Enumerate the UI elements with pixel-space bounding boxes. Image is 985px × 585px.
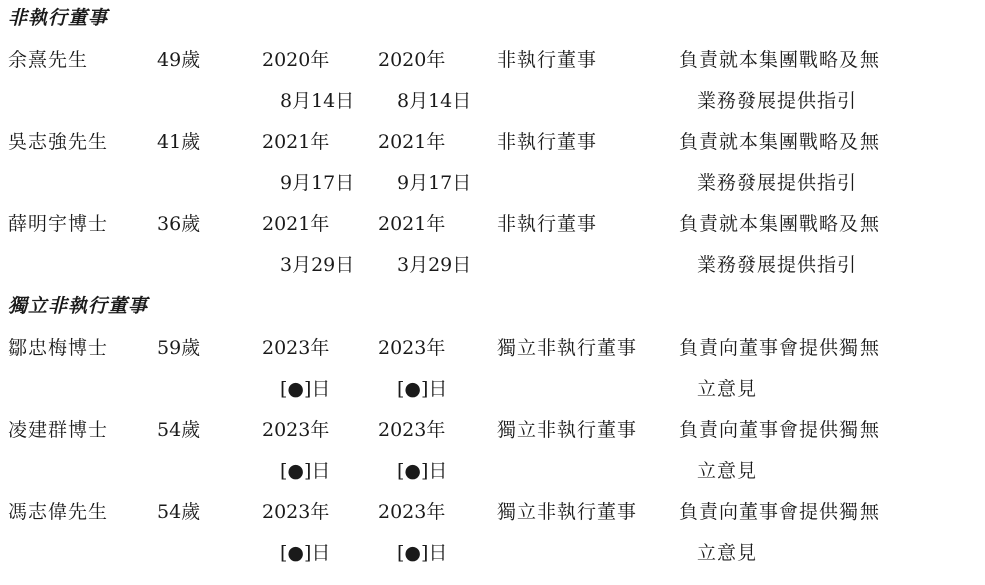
responsibility-line-2: 業務發展提供指引	[697, 172, 858, 194]
director-age: 36歲	[157, 213, 201, 235]
responsibility-line-2: 業務發展提供指引	[697, 254, 858, 276]
responsibility-line-2: 立意見	[697, 460, 758, 482]
table-row	[0, 133, 985, 215]
date-appointed-year: 2023年	[378, 337, 446, 359]
responsibility-line-1: 負責就本集團戰略及	[679, 49, 860, 71]
responsibility-line-2: 立意見	[697, 542, 758, 564]
relationship: 無	[860, 337, 880, 359]
director-name: 薛明宇博士	[8, 213, 109, 235]
director-position: 獨立非執行董事	[497, 501, 638, 523]
date-joined-day: [●]日	[280, 542, 331, 564]
table-row	[0, 421, 985, 503]
date-appointed-year: 2023年	[378, 419, 446, 441]
director-position: 獨立非執行董事	[497, 337, 638, 359]
director-position: 非執行董事	[497, 49, 598, 71]
date-joined-day: [●]日	[280, 460, 331, 482]
date-appointed-day: 3月29日	[397, 254, 472, 276]
table-row	[0, 503, 985, 585]
responsibility-line-2: 立意見	[697, 378, 758, 400]
relationship: 無	[860, 501, 880, 523]
relationship: 無	[860, 419, 880, 441]
director-name: 鄒忠梅博士	[8, 337, 109, 359]
date-appointed-year: 2020年	[378, 49, 446, 71]
director-name: 馮志偉先生	[8, 501, 109, 523]
date-joined-day: 3月29日	[280, 254, 355, 276]
table-row	[0, 339, 985, 421]
table-row	[0, 51, 985, 133]
responsibility-line-1: 負責就本集團戰略及	[679, 213, 860, 235]
date-appointed-day: [●]日	[397, 460, 448, 482]
responsibility-line-1: 負責向董事會提供獨	[679, 501, 860, 523]
director-name: 余熹先生	[8, 49, 89, 71]
date-joined-year: 2021年	[262, 131, 330, 153]
date-joined-year: 2020年	[262, 49, 330, 71]
date-joined-year: 2023年	[262, 419, 330, 441]
relationship: 無	[860, 131, 880, 153]
section-title-non-executive: 非執行董事	[8, 7, 109, 29]
director-name: 吳志強先生	[8, 131, 109, 153]
responsibility-line-1: 負責向董事會提供獨	[679, 419, 860, 441]
director-age: 59歲	[157, 337, 201, 359]
date-appointed-year: 2021年	[378, 213, 446, 235]
date-joined-day: 8月14日	[280, 90, 355, 112]
date-appointed-day: [●]日	[397, 378, 448, 400]
director-position: 非執行董事	[497, 213, 598, 235]
section-title-independent-non-executive: 獨立非執行董事	[8, 295, 149, 317]
date-appointed-day: 8月14日	[397, 90, 472, 112]
date-joined-year: 2023年	[262, 337, 330, 359]
table-row	[0, 215, 985, 297]
date-joined-year: 2021年	[262, 213, 330, 235]
date-appointed-day: 9月17日	[397, 172, 472, 194]
relationship: 無	[860, 213, 880, 235]
director-age: 54歲	[157, 419, 201, 441]
date-joined-year: 2023年	[262, 501, 330, 523]
responsibility-line-2: 業務發展提供指引	[697, 90, 858, 112]
director-position: 獨立非執行董事	[497, 419, 638, 441]
director-age: 41歲	[157, 131, 201, 153]
relationship: 無	[860, 49, 880, 71]
responsibility-line-1: 負責就本集團戰略及	[679, 131, 860, 153]
date-joined-day: [●]日	[280, 378, 331, 400]
date-appointed-year: 2021年	[378, 131, 446, 153]
date-appointed-year: 2023年	[378, 501, 446, 523]
date-joined-day: 9月17日	[280, 172, 355, 194]
director-name: 凌建群博士	[8, 419, 109, 441]
director-age: 54歲	[157, 501, 201, 523]
responsibility-line-1: 負責向董事會提供獨	[679, 337, 860, 359]
date-appointed-day: [●]日	[397, 542, 448, 564]
director-position: 非執行董事	[497, 131, 598, 153]
director-age: 49歲	[157, 49, 201, 71]
